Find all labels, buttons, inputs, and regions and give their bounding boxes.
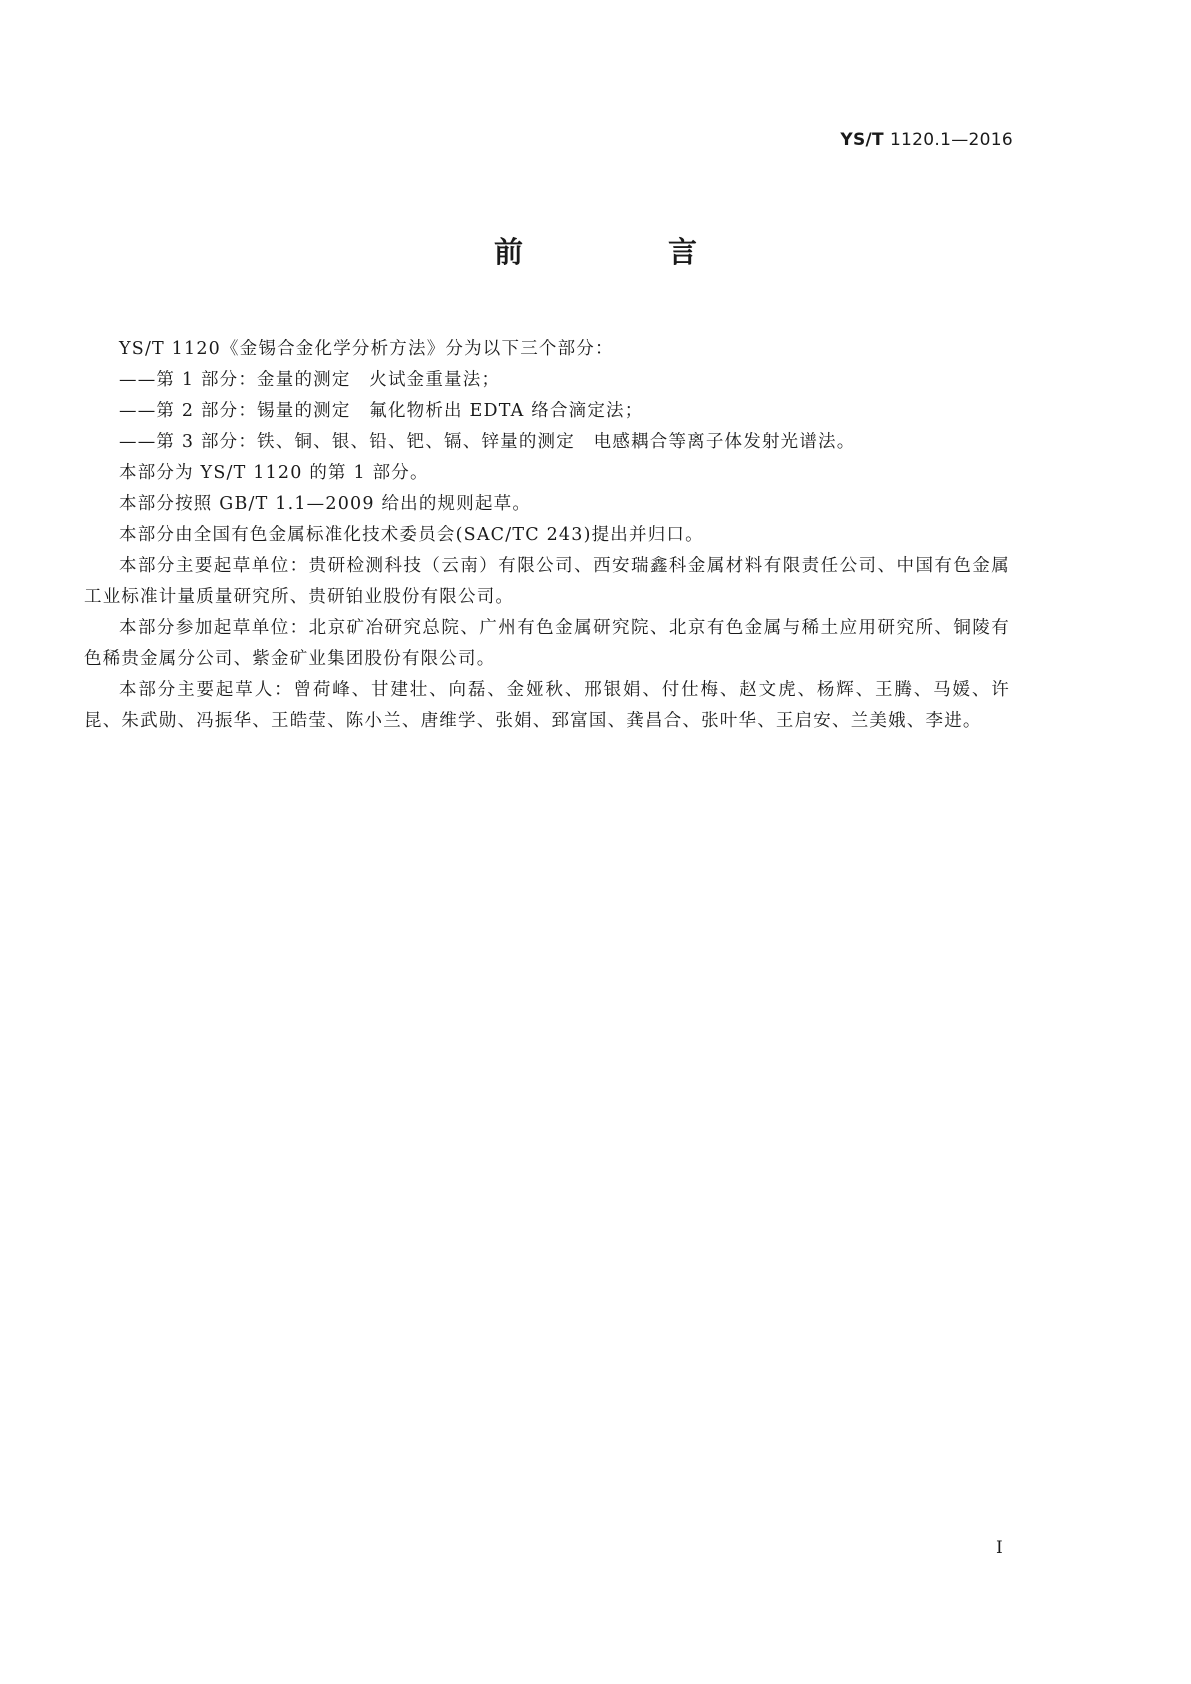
page-number: Ⅰ: [996, 1538, 1003, 1558]
paragraph-part-1: ——第 1 部分：金量的测定 火试金重量法；: [119, 370, 501, 390]
standard-code-number: 1120.1—2016: [889, 130, 1013, 150]
paragraph-main-drafters: 本部分主要起草人：曾荷峰、甘建壮、向磊、金娅秋、邢银娟、付仕梅、赵文虎、杨辉、王腾、马媛、许昆、朱武勋、冯振华、王皓莹、陈小兰、唐维学、张娟、郅富国、龚昌合、张叶华、王启安、兰美娥、李进。: [84, 680, 1010, 731]
paragraph-drafting-rules: 本部分按照 GB/T 1.1—2009 给出的规则起草。: [119, 494, 532, 514]
paragraph-intro: YS/T 1120《金锡合金化学分析方法》分为以下三个部分：: [119, 339, 614, 359]
standard-code: [840, 130, 1013, 150]
paragraph-part-2: ——第 2 部分：锡量的测定 氟化物析出 EDTA 络合滴定法；: [119, 401, 644, 421]
paragraph-main-drafting-units: 本部分主要起草单位：贵研检测科技（云南）有限公司、西安瑞鑫科金属材料有限责任公司、中国有色金属工业标准计量质量研究所、贵研铂业股份有限公司。: [84, 556, 1010, 607]
paragraph-part-3: ——第 3 部分：铁、铜、银、铅、钯、镉、锌量的测定 电感耦合等离子体发射光谱法。: [119, 432, 856, 452]
paragraph-participating-units: 本部分参加起草单位：北京矿冶研究总院、广州有色金属研究院、北京有色金属与稀土应用研究所、铜陵有色稀贵金属分公司、紫金矿业集团股份有限公司。: [84, 618, 1010, 669]
paragraph-proposer: 本部分由全国有色金属标准化技术委员会(SAC/TC 243)提出并归口。: [119, 525, 704, 545]
paragraph-this-part: 本部分为 YS/T 1120 的第 1 部分。: [119, 463, 429, 483]
page-title: 前 言: [493, 235, 755, 269]
foreword-body: [84, 334, 1010, 737]
standard-code-prefix: YS/T: [840, 130, 884, 150]
